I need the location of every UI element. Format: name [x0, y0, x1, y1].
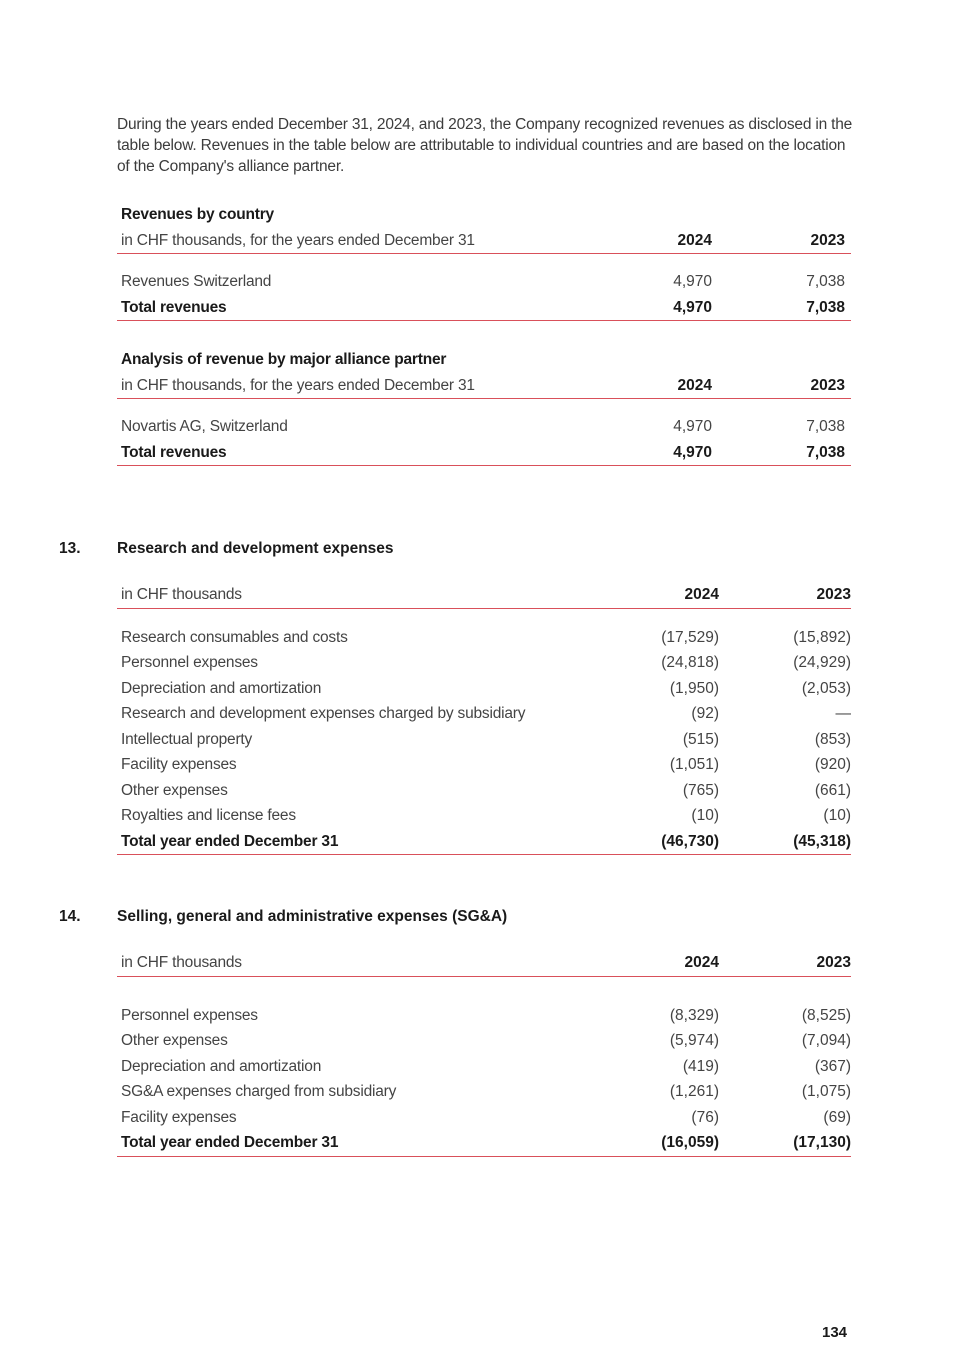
total-row: Total revenues 4,970 7,038: [117, 295, 851, 322]
table-row: Research consumables and costs (17,529) (15,892): [121, 628, 851, 646]
table-row: Personnel expenses (24,818) (24,929): [121, 654, 851, 671]
table-row: Novartis AG, Switzerland 4,970 7,038: [121, 418, 845, 435]
table-row: Facility expenses (1,051) (920): [121, 756, 851, 773]
revenue-by-partner-table: [117, 347, 851, 466]
table-header: in CHF thousands 2024 2023: [117, 582, 851, 609]
table-header: in CHF thousands, for the years ended December 31 2024 2023: [117, 228, 851, 255]
total-row: Total year ended December 31 (46,730) (45,318): [117, 829, 851, 856]
table-row: Royalties and license fees (10) (10): [121, 807, 851, 824]
page-number: 134: [822, 1324, 848, 1341]
revenues-by-country-table: [117, 202, 851, 321]
table-row: Personnel expenses (8,329) (8,525): [121, 1006, 851, 1024]
rd-expenses-table: [117, 582, 851, 855]
table-row: Research and development expenses charged by subsidiary (92) —: [121, 705, 851, 722]
intro-paragraph: During the years ended December 31, 2024, and 2023, the Company recognized revenues as disclosed in the table below. Revenues in the table below are attributable to individual countries and are based on the location of the Company's alliance partner.: [117, 116, 853, 175]
table-row: Other expenses (5,974) (7,094): [121, 1032, 851, 1049]
table-row: SG&A expenses charged from subsidiary (1,261) (1,075): [121, 1083, 851, 1100]
document-page: During the years ended December 31, 2024, and 2023, the Company recognized revenues as disclosed in the table below. Revenues in the table below are attributable to individual countries and are based on the location of the Company's alliance partner. Revenues by country in CHF thousands, for the years ended December 31 2024 2023 Revenues Switzerland 4,970 7,038 Total revenues 4,970 7,038 Analysis of revenue by major alliance partner in CHF thousands, for the years ended December 31 2024 2023 Novartis AG, Switzerland 4,970 7,038 Total revenues 4,970 7,038 13. Research and development expenses in CHF thousands 2024 2023 Research consumables and costs (17,529) (15,892) Personnel expenses (24,818) (24,929) Depreciation and amortization (1,950) (2,053) Research and development expenses charged by subsidiary (92) — Intellectual property (515) (853) Facility expenses (1,051) (920) Other expenses (765) (661) Royalties and license fees (10) (10) Total year ended December 31 (46,730) (45,318) 14. Selling, general and administrative expenses (SG&A) in CHF thousands 2024 2023 Personnel expenses (8,329) (8,525) Other expenses (5,974) (7,094) Depreciation and amortization (419) (367) SG&A expenses charged from subsidiary (1,261) (1,075) Facility expenses (76) (69) Total year ended December 31 (16,059) (17,130) 134: [0, 0, 968, 1365]
table-row: Other expenses (765) (661): [121, 781, 851, 799]
table-title: Revenues by country: [121, 206, 274, 223]
table-row: Depreciation and amortization (419) (367): [121, 1057, 851, 1075]
sga-expenses-table: [117, 950, 851, 1157]
table-row: Facility expenses (76) (69): [121, 1108, 851, 1126]
total-row: Total year ended December 31 (16,059) (17,130): [117, 1130, 851, 1157]
table-row: Revenues Switzerland 4,970 7,038: [121, 273, 845, 290]
table-header: in CHF thousands, for the years ended December 31 2024 2023: [117, 373, 851, 400]
table-row: Depreciation and amortization (1,950) (2,053): [121, 679, 851, 697]
total-row: Total revenues 4,970 7,038: [117, 440, 851, 467]
table-title: Analysis of revenue by major alliance partner: [121, 351, 447, 368]
table-header: in CHF thousands 2024 2023: [117, 950, 851, 977]
table-row: Intellectual property (515) (853): [121, 730, 851, 748]
